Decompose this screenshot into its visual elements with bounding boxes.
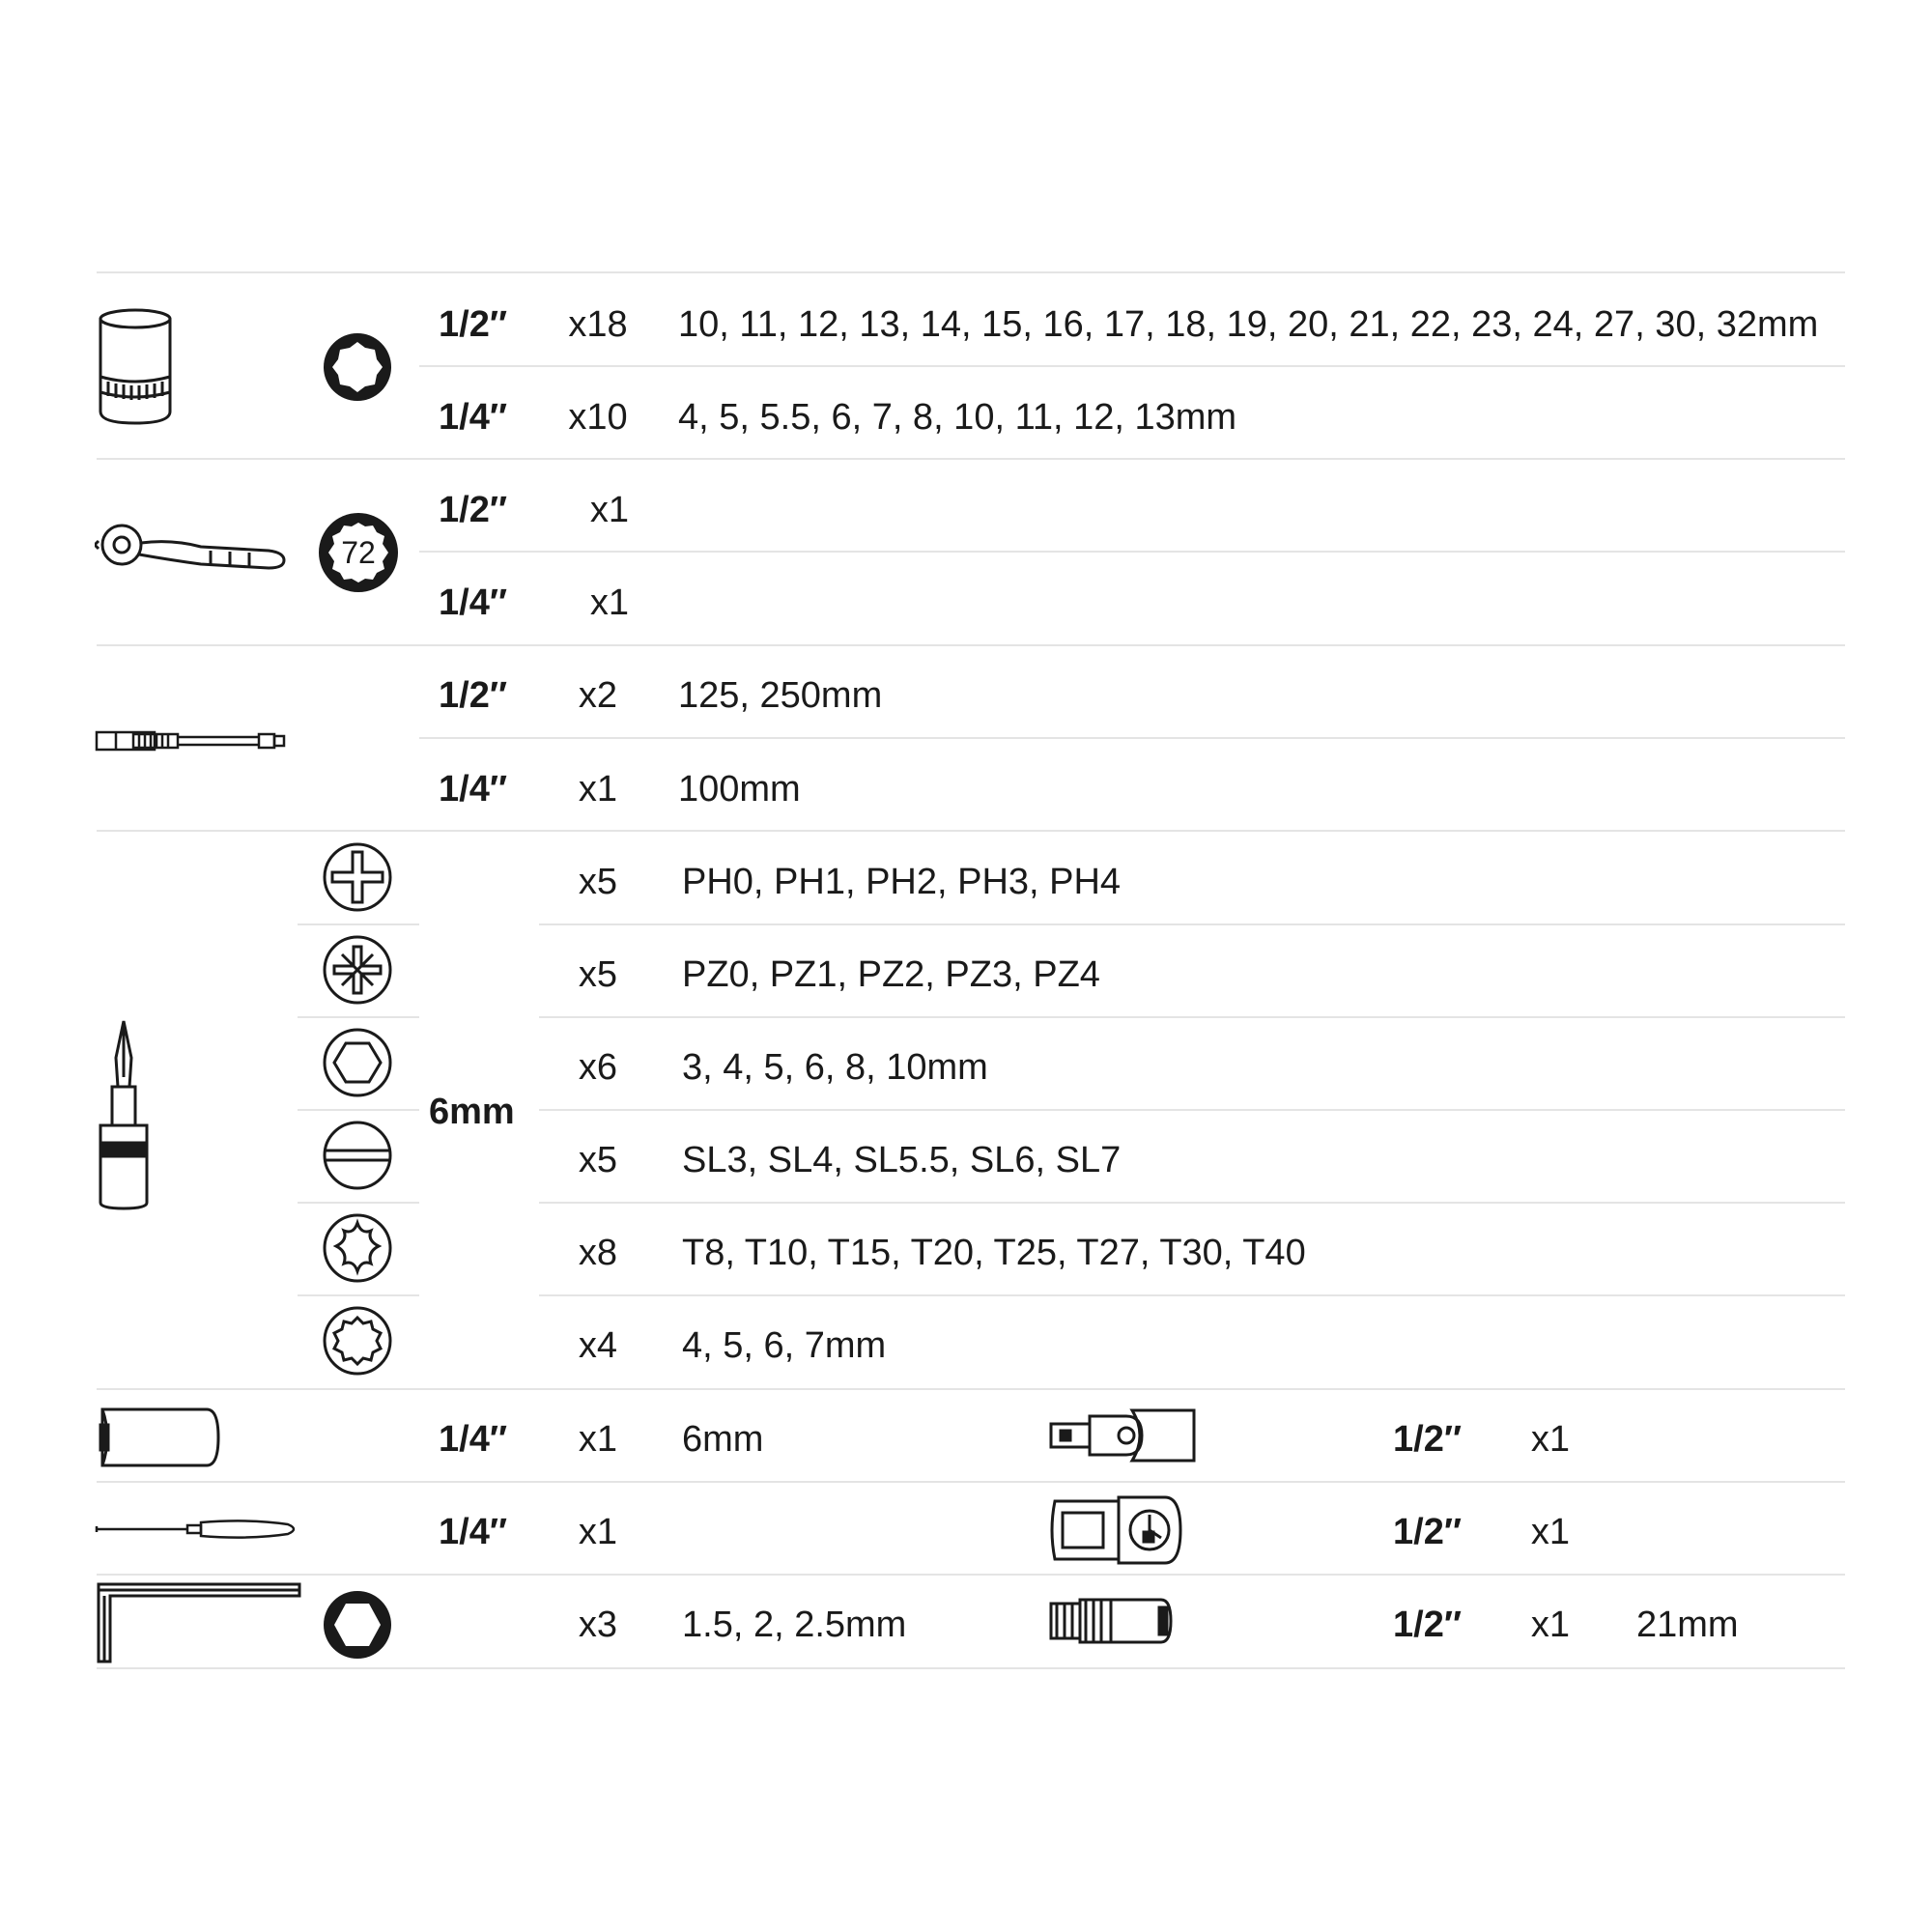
divider (298, 923, 419, 925)
drive-size: 1/4″ (439, 769, 508, 810)
divider (539, 1109, 1845, 1111)
sizes-list: 125, 250mm (678, 675, 883, 716)
quantity: x10 (568, 397, 628, 438)
sizes-list: 4, 5, 5.5, 6, 7, 8, 10, 11, 12, 13mm (678, 397, 1237, 438)
bit-adapter-icon (97, 1406, 222, 1469)
extension-bar-icon (95, 726, 288, 755)
drive-size: 1/2″ (1393, 1512, 1463, 1552)
spline-icon (323, 1306, 392, 1376)
hex-icon (323, 1028, 392, 1097)
divider (539, 923, 1845, 925)
divider (419, 737, 1845, 739)
divider (97, 271, 1845, 273)
drive-size: 1/2″ (1393, 1419, 1463, 1460)
hex-key-icon (95, 1582, 301, 1663)
divider (97, 644, 1845, 646)
drive-size: 1/4″ (439, 397, 508, 438)
universal-joint-icon (1049, 1406, 1196, 1464)
drive-size: 1/2″ (439, 490, 508, 530)
quantity: x2 (578, 675, 618, 716)
sizes-list: T8, T10, T15, T20, T25, T27, T30, T40 (682, 1233, 1306, 1273)
twelve-point-icon (321, 330, 394, 404)
sizes-list: PH0, PH1, PH2, PH3, PH4 (682, 862, 1122, 902)
quantity: x1 (1530, 1512, 1571, 1552)
divider (97, 830, 1845, 832)
drive-size: 1/2″ (1393, 1605, 1463, 1645)
divider (419, 551, 1845, 553)
spark-plug-socket-icon (1049, 1596, 1175, 1646)
socket-icon (95, 307, 176, 427)
bit-drive-size: 6mm (429, 1092, 515, 1132)
quantity: x1 (1530, 1605, 1571, 1645)
quantity: x18 (568, 304, 628, 345)
quantity: x1 (1530, 1419, 1571, 1460)
sizes-list: 21mm (1636, 1605, 1739, 1645)
sizes-list: 100mm (678, 769, 801, 810)
quantity: x1 (578, 1419, 618, 1460)
bit-holder-icon (97, 1019, 151, 1212)
divider (539, 1294, 1845, 1296)
divider (298, 1016, 419, 1018)
divider (97, 1667, 1845, 1669)
drive-size: 1/2″ (439, 675, 508, 716)
drive-size: 1/4″ (439, 1512, 508, 1552)
divider (97, 458, 1845, 460)
quantity: x3 (578, 1605, 618, 1645)
drive-size: 1/4″ (439, 582, 508, 623)
divider (298, 1109, 419, 1111)
pozidriv-icon (323, 935, 392, 1005)
quantity: x8 (578, 1233, 618, 1273)
divider (298, 1202, 419, 1204)
divider (97, 1388, 1845, 1390)
sizes-list: 1.5, 2, 2.5mm (682, 1605, 907, 1645)
quantity: x1 (578, 1512, 618, 1552)
divider (539, 1202, 1845, 1204)
sizes-list: 6mm (682, 1419, 764, 1460)
ratchet-icon (95, 522, 288, 580)
spinner-handle-icon (95, 1515, 301, 1544)
sizes-list: SL3, SL4, SL5.5, SL6, SL7 (682, 1140, 1122, 1180)
divider (298, 1294, 419, 1296)
quantity: x4 (578, 1325, 618, 1366)
torx-icon (323, 1213, 392, 1283)
quantity: x5 (578, 862, 618, 902)
quantity: x5 (578, 1140, 618, 1180)
sizes-list: 3, 4, 5, 6, 8, 10mm (682, 1047, 988, 1088)
sizes-list: 4, 5, 6, 7mm (682, 1325, 887, 1366)
drive-size: 1/2″ (439, 304, 508, 345)
phillips-icon (323, 842, 392, 912)
slotted-icon (323, 1121, 392, 1190)
divider (97, 1481, 1845, 1483)
sizes-list: PZ0, PZ1, PZ2, PZ3, PZ4 (682, 954, 1100, 995)
hex-outline-icon (323, 1590, 392, 1660)
quantity: x6 (578, 1047, 618, 1088)
quantity: x1 (578, 769, 618, 810)
adapter-icon (1049, 1493, 1184, 1567)
sizes-list: 10, 11, 12, 13, 14, 15, 16, 17, 18, 19, 20, 21, 22, 23, 24, 27, 30, 32mm (678, 304, 1819, 345)
quantity: x1 (589, 490, 630, 530)
drive-size: 1/4″ (439, 1419, 508, 1460)
divider (419, 365, 1845, 367)
gear-count-badge: 72 (341, 535, 376, 570)
divider (97, 1574, 1845, 1576)
quantity: x1 (589, 582, 630, 623)
quantity: x5 (578, 954, 618, 995)
divider (539, 1016, 1845, 1018)
